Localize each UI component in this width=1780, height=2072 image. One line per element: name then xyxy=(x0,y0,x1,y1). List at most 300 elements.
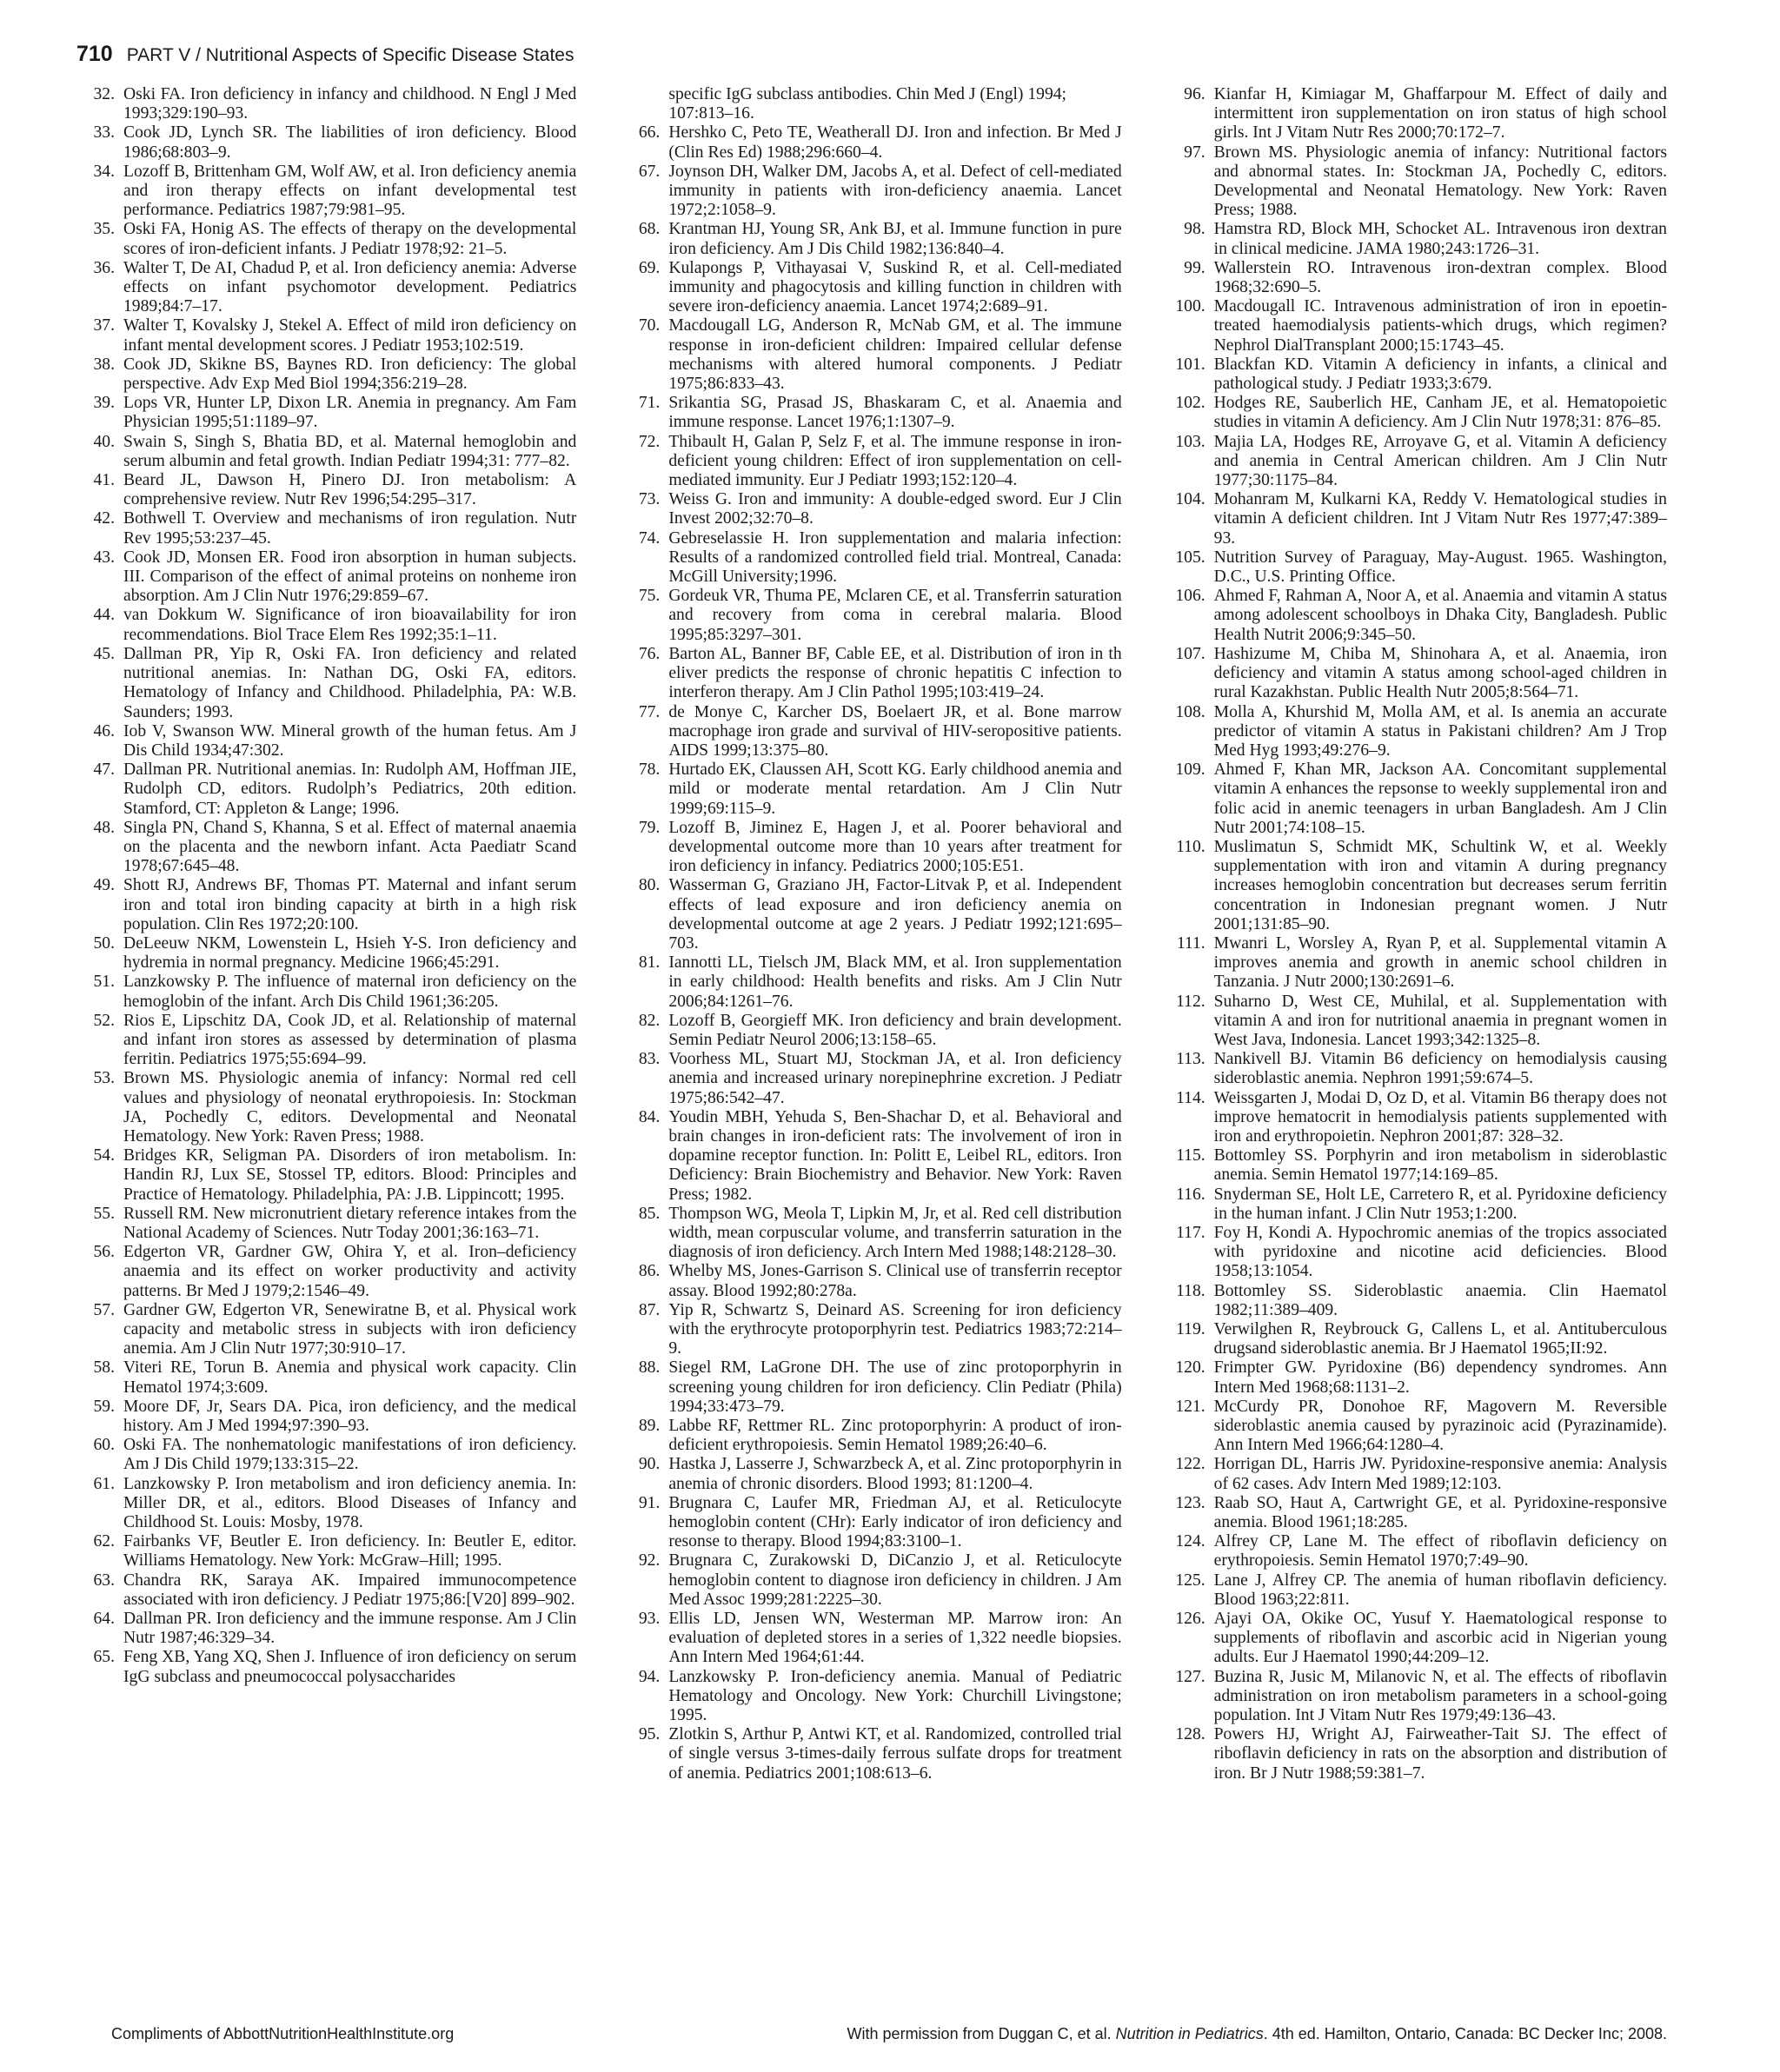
reference-item xyxy=(1167,355,1667,394)
reference-item xyxy=(621,394,1121,432)
reference-item xyxy=(76,1358,576,1397)
reference-number: 44. xyxy=(93,606,115,625)
reference-number: 111. xyxy=(1176,933,1205,953)
reference-number: 119. xyxy=(1176,1320,1205,1338)
reference-text: specific IgG subclass antibodies. Chin Med J (Engl) 1994; 107:813–16. xyxy=(668,85,1066,123)
reference-text: Blackfan KD. Vitamin A deficiency in infants, a clinical and pathological study. J Pediatr 1933;3:679. xyxy=(1213,355,1667,394)
reference-text: Brown MS. Physiologic anemia of infancy: Normal red cell values and physiology of neonatal erythropoiesis. In: Stockman JA, Pochedly C, editors. Developmental and Neonatal Hematology. New York: Raven Press; 1988. xyxy=(123,1069,577,1146)
reference-number: 115. xyxy=(1176,1146,1205,1166)
reference-item xyxy=(76,1648,576,1686)
reference-number: 51. xyxy=(93,973,115,992)
reference-item xyxy=(621,953,1121,1012)
reference-item xyxy=(76,973,576,1011)
reference-column-1 xyxy=(76,85,576,1928)
reference-number: 90. xyxy=(638,1455,661,1474)
reference-item xyxy=(1167,1571,1667,1610)
reference-text: Wallerstein RO. Intravenous iron-dextran complex. Blood 1968;32:690–5. xyxy=(1213,258,1667,297)
reference-text: Cook JD, Lynch SR. The liabilities of iron deficiency. Blood 1986;68:803–9. xyxy=(123,123,577,162)
reference-text: Rios E, Lipschitz DA, Cook JD, et al. Relationship of maternal and infant iron stores as assessed by determination of plasma ferritin. Pediatrics 1975;55:694–99. xyxy=(123,1011,577,1069)
reference-item xyxy=(76,85,576,123)
reference-number: 56. xyxy=(93,1243,115,1262)
reference-number: 67. xyxy=(638,162,661,181)
reference-item xyxy=(621,1108,1121,1205)
reference-item xyxy=(1167,1358,1667,1397)
reference-number: 71. xyxy=(638,394,661,413)
reference-number: 69. xyxy=(638,258,661,277)
reference-item xyxy=(621,1668,1121,1726)
reference-number: 126. xyxy=(1175,1610,1205,1629)
reference-text: Ahmed F, Rahman A, Noor A, et al. Anaemia and vitamin A status among adolescent schoolboys in Dhaka City, Bangladesh. Public Health Nutrit 2006;9:345–50. xyxy=(1213,587,1667,644)
reference-text: Buzina R, Jusic M, Milanovic N, et al. The effects of riboflavin administration on iron metabolism parameters in a school-going population. Int J Vitam Nutr Res 1979;49:136–43. xyxy=(1213,1667,1667,1725)
reference-number: 32. xyxy=(93,85,115,103)
reference-text: Brown MS. Physiologic anemia of infancy: Nutritional factors and abnormal states. In: Stockman JA, Pochedly C, editors. Developmental and Neonatal Hematology. New York: Raven Press; 1988. xyxy=(1213,143,1667,220)
reference-item xyxy=(76,876,576,934)
reference-number: 88. xyxy=(638,1358,661,1378)
reference-text: Iob V, Swanson WW. Mineral growth of the human fetus. Am J Dis Child 1934;47:302. xyxy=(123,721,577,760)
reference-item xyxy=(1167,587,1667,645)
reference-number: 45. xyxy=(93,644,115,663)
reference-number: 38. xyxy=(93,355,115,374)
reference-text: Srikantia SG, Prasad JS, Bhaskaram C, et al. Anaemia and immune response. Lancet 1976;1:1307–9. xyxy=(668,394,1122,432)
reference-number: 92. xyxy=(638,1551,661,1571)
reference-number: 128. xyxy=(1175,1725,1205,1744)
reference-number: 89. xyxy=(638,1417,661,1436)
reference-item xyxy=(1167,1224,1667,1282)
reference-number: 110. xyxy=(1176,837,1205,856)
reference-item xyxy=(621,819,1121,877)
reference-item xyxy=(76,163,576,221)
reference-number: 47. xyxy=(93,760,115,780)
reference-item xyxy=(621,1417,1121,1455)
reference-item xyxy=(76,1610,576,1648)
reference-number: 70. xyxy=(638,316,661,335)
reference-number: 40. xyxy=(93,432,115,451)
reference-item xyxy=(1167,703,1667,761)
reference-item xyxy=(621,760,1121,819)
reference-number: 109. xyxy=(1175,760,1205,780)
reference-text: Walter T, Kovalsky J, Stekel A. Effect of mild iron deficiency on infant mental development scores. J Pediatr 1953;102:519. xyxy=(123,316,577,355)
reference-item xyxy=(76,1571,576,1610)
reference-text: Bridges KR, Seligman PA. Disorders of iron metabolism. In: Handin RJ, Lux SE, Stossel TP, editors. Blood: Principles and Practice of Hematology. Philadelphia, PA: J.B. Lippincott; 1995. xyxy=(123,1146,577,1204)
reference-text: Lane J, Alfrey CP. The anemia of human riboflavin deficiency. Blood 1963;22:811. xyxy=(1213,1571,1667,1609)
reference-text: Oski FA. Iron deficiency in infancy and childhood. N Engl J Med 1993;329:190–93. xyxy=(123,85,577,123)
reference-item xyxy=(1167,1455,1667,1493)
reference-item xyxy=(1167,1146,1667,1185)
reference-text: Dallman PR, Yip R, Oski FA. Iron deficiency and related nutritional anemias. In: Nathan DG, Oski FA, editors. Hematology of Infancy and Childhood. Philadelphia, PA: W.B. Saunders; 1993. xyxy=(123,644,577,721)
reference-item xyxy=(621,876,1121,953)
reference-text: de Monye C, Karcher DS, Boelaert JR, et al. Bone marrow macrophage iron grade and survival of HIV-seropositive patients. AIDS 1999;13:375–80. xyxy=(668,702,1122,760)
reference-number: 127. xyxy=(1175,1667,1205,1686)
reference-text: Ahmed F, Khan MR, Jackson AA. Concomitant supplemental vitamin A enhances the repsonse to weekly supplemental iron and folic acid in anemic teenagers in urban Bangladesh. Am J Clin Nutr 2001;74:108–15. xyxy=(1213,760,1667,837)
reference-item xyxy=(621,1455,1121,1493)
reference-number: 66. xyxy=(638,123,661,143)
reference-text: Ajayi OA, Okike OC, Yusuf Y. Haematological response to supplements of riboflavin and ascorbic acid in Nigerian young adults. Eur J Haematol 1990;44:209–12. xyxy=(1213,1610,1667,1667)
reference-item xyxy=(621,1205,1121,1263)
reference-number: 83. xyxy=(638,1050,661,1069)
reference-item xyxy=(621,433,1121,491)
reference-item xyxy=(621,1012,1121,1050)
reference-text: Weiss G. Iron and immunity: A double-edged sword. Eur J Clin Invest 2002;32:70–8. xyxy=(668,490,1122,528)
reference-text: Gordeuk VR, Thuma PE, Mclaren CE, et al. Transferrin saturation and recovery from coma in cerebral malaria. Blood 1995;85:3297–301. xyxy=(668,587,1122,644)
reference-item xyxy=(76,259,576,317)
reference-number: 123. xyxy=(1175,1493,1205,1512)
reference-text: Bottomley SS. Sideroblastic anaemia. Clin Haematol 1982;11:389–409. xyxy=(1213,1281,1667,1319)
reference-text: McCurdy PR, Donohoe RF, Magovern M. Reversible sideroblastic anemia caused by pyrazinoic acid (Pyrazinamide). Ann Intern Med 1966;64:1280–4. xyxy=(1213,1397,1667,1455)
reference-text: Kulapongs P, Vithayasai V, Suskind R, et al. Cell-mediated immunity and phagocytosis and killing function in children with severe iron-deficiency anaemia. Lancet 1974;2:689–91. xyxy=(668,258,1122,316)
reference-number: 101. xyxy=(1175,355,1205,374)
reference-number: 73. xyxy=(638,490,661,509)
reference-number: 107. xyxy=(1175,644,1205,663)
reference-text: Alfrey CP, Lane M. The effect of riboflavin deficiency on erythropoiesis. Semin Hematol 1970;7:49–90. xyxy=(1213,1532,1667,1571)
reference-number: 84. xyxy=(638,1107,661,1126)
reference-item xyxy=(1167,1668,1667,1726)
reference-item xyxy=(1167,1532,1667,1571)
reference-text: van Dokkum W. Significance of iron bioavailability for iron recommendations. Biol Trace Elem Res 1992;35:1–11. xyxy=(123,606,577,644)
reference-text: Majia LA, Hodges RE, Arroyave G, et al. Vitamin A deficiency and anemia in Central American children. Am J Clin Nutr 1977;30:1175–84. xyxy=(1213,432,1667,490)
reference-text: Raab SO, Haut A, Cartwright GE, et al. Pyridoxine-responsive anemia. Blood 1961;18:285. xyxy=(1213,1493,1667,1532)
reference-number: 124. xyxy=(1175,1532,1205,1551)
reference-text: Gardner GW, Edgerton VR, Senewiratne B, et al. Physical work capacity and metabolic stress in subjects with iron deficiency anemia. Am J Clin Nutr 1977;30:910–17. xyxy=(123,1300,577,1358)
reference-text: Verwilghen R, Reybrouck G, Callens L, et al. Antituberculous drugsand sideroblastic anemia. Br J Haematol 1965;II:92. xyxy=(1213,1320,1667,1358)
reference-text: Bottomley SS. Porphyrin and iron metabolism in sideroblastic anemia. Semin Hematol 1977;14:169–85. xyxy=(1213,1146,1667,1185)
reference-text: Swain S, Singh S, Bhatia BD, et al. Maternal hemoglobin and serum albumin and fetal growth. Indian Pediatr 1994;31: 777–82. xyxy=(123,432,577,470)
reference-text: Macdougall IC. Intravenous administration of iron in epoetin-treated haemodialysis patients-which drugs, which regimen? Nephrol DialTransplant 2000;15:1743–45. xyxy=(1213,297,1667,355)
reference-number: 58. xyxy=(93,1358,115,1378)
reference-text: Feng XB, Yang XQ, Shen J. Influence of iron deficiency on serum IgG subclass and pneumococcal polysaccharides xyxy=(123,1648,577,1686)
reference-number: 102. xyxy=(1175,394,1205,413)
reference-text: Singla PN, Chand S, Khanna, S et al. Effect of maternal anaemia on the placenta and the newborn infant. Acta Paediatr Scand 1978;67:645–48. xyxy=(123,818,577,876)
reference-number: 77. xyxy=(638,702,661,721)
reference-number: 106. xyxy=(1175,587,1205,606)
reference-item xyxy=(1167,645,1667,703)
reference-number: 121. xyxy=(1175,1397,1205,1416)
reference-number: 94. xyxy=(638,1667,661,1686)
reference-text: Ellis LD, Jensen WN, Westerman MP. Marrow iron: An evaluation of depleted stores in a series of 1,322 needle biopsies. Ann Intern Med 1964;61:44. xyxy=(668,1610,1122,1667)
reference-number: 103. xyxy=(1175,432,1205,451)
reference-text: Brugnara C, Laufer MR, Friedman AJ, et al. Reticulocyte hemoglobin content (CHr): Early indicator of iron deficiency and resonse to therapy. Blood 1994;83:3100–1. xyxy=(668,1493,1122,1551)
reference-item xyxy=(1167,394,1667,432)
reference-number: 65. xyxy=(93,1648,115,1667)
reference-item xyxy=(621,1358,1121,1417)
reference-text: Hershko C, Peto TE, Weatherall DJ. Iron and infection. Br Med J (Clin Res Ed) 1988;296:660–4. xyxy=(668,123,1122,162)
reference-number: 43. xyxy=(93,548,115,567)
reference-text: Cook JD, Monsen ER. Food iron absorption in human subjects. III. Comparison of the effect of animal proteins on nonheme iron absorption. Am J Clin Nutr 1976;29:859–67. xyxy=(123,548,577,606)
reference-number: 48. xyxy=(93,818,115,837)
reference-number: 33. xyxy=(93,123,115,143)
reference-text: Thompson WG, Meola T, Lipkin M, Jr, et al. Red cell distribution width, mean corpuscular volume, and transferrin saturation in the diagnosis of iron deficiency. Arch Intern Med 1988;148:2128–30. xyxy=(668,1204,1122,1262)
reference-text: Frimpter GW. Pyridoxine (B6) dependency syndromes. Ann Intern Med 1968;68:1131–2. xyxy=(1213,1358,1667,1397)
reference-text: Hodges RE, Sauberlich HE, Canham JE, et al. Hematopoietic studies in vitamin A deficiency. Am J Clin Nutr 1978;31: 876–85. xyxy=(1213,394,1667,432)
reference-text: Siegel RM, LaGrone DH. The use of zinc protoporphyrin in screening young children for iron deficiency. Clin Pediatr (Phila) 1994;33:473–79. xyxy=(668,1358,1122,1416)
reference-text: Cook JD, Skikne BS, Baynes RD. Iron deficiency: The global perspective. Adv Exp Med Biol 1994;356:219–28. xyxy=(123,355,577,394)
reference-number: 104. xyxy=(1175,490,1205,509)
reference-text: Horrigan DL, Harris JW. Pyridoxine-responsive anemia: Analysis of 62 cases. Adv Intern Med 1989;12:103. xyxy=(1213,1455,1667,1493)
reference-text: Iannotti LL, Tielsch JM, Black MM, et al. Iron supplementation in early childhood: Health benefits and risks. Am J Clin Nutr 2006;84:1261–76. xyxy=(668,953,1122,1011)
reference-item xyxy=(76,1532,576,1571)
reference-text: Lanzkowsky P. Iron metabolism and iron deficiency anemia. In: Miller DR, et al., editors. Blood Diseases of Infancy and Childhood St. Louis: Mosby, 1978. xyxy=(123,1474,577,1532)
reference-item xyxy=(1167,1398,1667,1456)
reference-number: 74. xyxy=(638,528,661,548)
reference-item xyxy=(76,1205,576,1243)
reference-text: Oski FA. The nonhematologic manifestations of iron deficiency. Am J Dis Child 1979;133:315–22. xyxy=(123,1436,577,1474)
reference-number: 114. xyxy=(1176,1088,1205,1107)
reference-item xyxy=(1167,1610,1667,1668)
reference-columns xyxy=(76,85,1667,1928)
reference-item xyxy=(76,1436,576,1474)
reference-text: Muslimatun S, Schmidt MK, Schultink W, et al. Weekly supplementation with iron and vitamin A during pregnancy increases hemoglobin concentration but decreases serum ferritin concentration in Indonesian pregnant women. J Nutr 2001;131:85–90. xyxy=(1213,837,1667,933)
reference-item xyxy=(621,645,1121,703)
reference-text: Voorhess ML, Stuart MJ, Stockman JA, et al. Iron deficiency anemia and increased urinary norepinephrine excretion. J Pediatr 1975;86:542–47. xyxy=(668,1050,1122,1107)
reference-item xyxy=(1167,993,1667,1051)
reference-text: Powers HJ, Wright AJ, Fairweather-Tait SJ. The effect of riboflavin deficiency in rats on the absorption and distribution of iron. Br J Nutr 1988;59:381–7. xyxy=(1213,1725,1667,1783)
reference-text: Bothwell T. Overview and mechanisms of iron regulation. Nutr Rev 1995;53:237–45. xyxy=(123,509,577,548)
reference-item xyxy=(76,220,576,258)
reference-item xyxy=(76,433,576,471)
reference-item xyxy=(1167,1282,1667,1320)
reference-text: Zlotkin S, Arthur P, Antwi KT, et al. Randomized, controlled trial of single versus 3-times-daily ferrous sulfate drops for treatment of anemia. Pediatrics 2001;108:613–6. xyxy=(668,1725,1122,1783)
reference-number: 116. xyxy=(1176,1185,1205,1204)
reference-text: Macdougall LG, Anderson R, McNab GM, et al. The immune response in iron-deficient children: Impaired cellular defense mechanisms with altered humoral components. J Pediatr 1975;86:833–43. xyxy=(668,316,1122,394)
reference-number: 80. xyxy=(638,876,661,895)
reference-number: 112. xyxy=(1176,992,1205,1011)
reference-text: Snyderman SE, Holt LE, Carretero R, et al. Pyridoxine deficiency in the human infant. J Clin Nutr 1953;1:200. xyxy=(1213,1185,1667,1223)
reference-number: 63. xyxy=(93,1571,115,1590)
reference-item xyxy=(76,1069,576,1146)
reference-item xyxy=(1167,934,1667,993)
reference-number: 49. xyxy=(93,876,115,895)
reference-number: 50. xyxy=(93,933,115,953)
reference-item xyxy=(76,548,576,607)
reference-number: 62. xyxy=(93,1532,115,1551)
reference-number: 99. xyxy=(1184,258,1205,277)
reference-number: 53. xyxy=(93,1069,115,1088)
reference-text: Mohanram M, Kulkarni KA, Reddy V. Hematological studies in vitamin A deficient children. Int J Vitam Nutr Res 1977;47:389–93. xyxy=(1213,490,1667,548)
reference-text: Hashizume M, Chiba M, Shinohara A, et al. Anaemia, iron deficiency and vitamin A status among school-aged children in rural Kazakhstan. Public Health Nutr 2005;8:564–71. xyxy=(1213,644,1667,702)
reference-text: Whelby MS, Jones-Garrison S. Clinical use of transferrin receptor assay. Blood 1992;80:278a. xyxy=(668,1262,1122,1300)
reference-item xyxy=(76,316,576,355)
reference-text: Walter T, De AI, Chadud P, et al. Iron deficiency anemia: Adverse effects on infant psychomotor development. Pediatrics 1989;84:7–17. xyxy=(123,258,577,316)
reference-text: Molla A, Khurshid M, Molla AM, et al. Is anemia an accurate predictor of vitamin A status in Pakistani children? Am J Trop Med Hyg 1993;49:276–9. xyxy=(1213,702,1667,760)
reference-item xyxy=(621,85,1121,123)
reference-item xyxy=(1167,143,1667,221)
reference-number: 87. xyxy=(638,1300,661,1319)
reference-item xyxy=(76,355,576,394)
reference-item xyxy=(621,587,1121,645)
reference-number: 125. xyxy=(1175,1571,1205,1590)
reference-number: 86. xyxy=(638,1262,661,1281)
reference-number: 98. xyxy=(1184,220,1205,239)
reference-text: Lanzkowsky P. The influence of maternal iron deficiency on the hemoglobin of the infant. Arch Dis Child 1961;36:205. xyxy=(123,973,577,1011)
reference-number: 41. xyxy=(93,471,115,490)
reference-text: Dallman PR. Iron deficiency and the immune response. Am J Clin Nutr 1987;46:329–34. xyxy=(123,1610,577,1648)
reference-number: 118. xyxy=(1176,1281,1205,1300)
page-number: 710 xyxy=(76,42,113,66)
reference-text: Thibault H, Galan P, Selz F, et al. The immune response in iron-deficient young children: Effect of iron supplementation on cell-mediated immunity. Eur J Pediatr 1993;152:120–4. xyxy=(668,432,1122,490)
reference-text: Lanzkowsky P. Iron-deficiency anemia. Manual of Pediatric Hematology and Oncology. New York: Churchill Livingstone; 1995. xyxy=(668,1667,1122,1725)
reference-number: 36. xyxy=(93,258,115,277)
reference-number: 52. xyxy=(93,1011,115,1030)
reference-item xyxy=(1167,1725,1667,1783)
reference-item xyxy=(76,760,576,819)
reference-text: Gebreselassie H. Iron supplementation and malaria infection: Results of a randomized controlled field trial. Montreal, Canada: McGill University;1996. xyxy=(668,528,1122,587)
reference-item xyxy=(1167,297,1667,355)
reference-text: Nankivell BJ. Vitamin B6 deficiency on hemodialysis causing sideroblastic anemia. Nephron 1991;59:674–5. xyxy=(1213,1050,1667,1088)
reference-text: Foy H, Kondi A. Hypochromic anemias of the tropics associated with pyridoxine and nicotine acid deficiencies. Blood 1958;13:1054. xyxy=(1213,1223,1667,1281)
reference-item xyxy=(1167,1089,1667,1147)
reference-number: 120. xyxy=(1175,1358,1205,1378)
reference-number: 82. xyxy=(638,1011,661,1030)
reference-text: Mwanri L, Worsley A, Ryan P, et al. Supplemental vitamin A improves anemia and growth in anemic school children in Tanzania. J Nutr 2000;130:2691–6. xyxy=(1213,933,1667,992)
reference-number: 100. xyxy=(1175,297,1205,316)
reference-item xyxy=(621,1725,1121,1783)
reference-item xyxy=(76,394,576,432)
reference-number: 72. xyxy=(638,432,661,451)
reference-number: 97. xyxy=(1184,143,1205,162)
reference-number: 55. xyxy=(93,1204,115,1223)
reference-item xyxy=(621,703,1121,761)
reference-text: Dallman PR. Nutritional anemias. In: Rudolph AM, Hoffman JIE, Rudolph CD, editors. Rudolph’s Pediatrics, 20th edition. Stamford, CT: Appleton & Lange; 1996. xyxy=(123,760,577,818)
reference-item xyxy=(621,123,1121,162)
reference-text: Weissgarten J, Modai D, Oz D, et al. Vitamin B6 therapy does not improve hematocrit in hemodialysis patients supplemented with iron and erythropoietin. Nephron 2001;87: 328–32. xyxy=(1213,1088,1667,1146)
reference-text: Brugnara C, Zurakowski D, DiCanzio J, et al. Reticulocyte hemoglobin content to diagnose iron deficiency in children. J Am Med Assoc 1999;281:2225–30. xyxy=(668,1551,1122,1609)
reference-column-3 xyxy=(1167,85,1667,1928)
reference-text: Suharno D, West CE, Muhilal, et al. Supplementation with vitamin A and iron for nutritional anaemia in pregnant women in West Java, Indonesia. Lancet 1993;342:1325–8. xyxy=(1213,992,1667,1049)
reference-item xyxy=(621,1494,1121,1552)
reference-number: 79. xyxy=(638,818,661,837)
reference-text: Edgerton VR, Gardner GW, Ohira Y, et al. Iron–deficiency anaemia and its effect on worker productivity and activity patterns. Br Med J 1979;2:1546–49. xyxy=(123,1243,577,1300)
reference-number: 59. xyxy=(93,1397,115,1416)
reference-item xyxy=(76,606,576,644)
footer-permission: With permission from Duggan C, et al. Nutrition in Pediatrics. 4th ed. Hamilton, Ontario, Canada: BC Decker Inc; 2008. xyxy=(847,2025,1667,2042)
reference-text: Lozoff B, Jiminez E, Hagen J, et al. Poorer behavioral and developmental outcome more than 10 years after treatment for iron deficiency in infancy. Pediatrics 2000;105:E51. xyxy=(668,818,1122,876)
reference-item xyxy=(76,645,576,722)
reference-number: 122. xyxy=(1175,1455,1205,1474)
reference-text: DeLeeuw NKM, Lowenstein L, Hsieh Y-S. Iron deficiency and hydremia in normal pregnancy. Medicine 1966;45:291. xyxy=(123,933,577,973)
reference-text: Russell RM. New micronutrient dietary reference intakes from the National Academy of Sciences. Nutr Today 2001;36:163–71. xyxy=(123,1204,577,1242)
reference-item xyxy=(1167,1494,1667,1532)
reference-item xyxy=(76,1398,576,1436)
reference-item xyxy=(621,1262,1121,1300)
reference-item xyxy=(621,1050,1121,1108)
reference-item xyxy=(621,316,1121,394)
reference-item xyxy=(621,220,1121,258)
reference-number: 46. xyxy=(93,721,115,740)
reference-item xyxy=(1167,1050,1667,1088)
reference-text: Hastka J, Lasserre J, Schwarzbeck A, et al. Zinc protoporphyrin in anemia of chronic disorders. Blood 1993; 81:1200–4. xyxy=(668,1455,1122,1493)
reference-item xyxy=(1167,548,1667,587)
reference-number: 42. xyxy=(93,509,115,528)
reference-text: Chandra RK, Saraya AK. Impaired immunocompetence associated with iron deficiency. J Pediatr 1975;86:[V20] 899–902. xyxy=(123,1571,577,1609)
reference-item xyxy=(76,1012,576,1070)
reference-item xyxy=(1167,433,1667,491)
reference-number: 96. xyxy=(1184,85,1205,103)
reference-text: Kianfar H, Kimiagar M, Ghaffarpour M. Effect of daily and intermittent iron supplementation on iron status of high school girls. Int J Vitam Nutr Res 2000;70:172–7. xyxy=(1213,85,1667,143)
reference-item xyxy=(621,490,1121,528)
reference-item xyxy=(1167,85,1667,143)
reference-text: Wasserman G, Graziano JH, Factor-Litvak P, et al. Independent effects of lead exposure and iron deficiency anemia on developmental outcome at age 2 years. J Pediatr 1992;121:695–703. xyxy=(668,876,1122,953)
reference-text: Fairbanks VF, Beutler E. Iron deficiency. In: Beutler E, editor. Williams Hematology. New York: McGraw–Hill; 1995. xyxy=(123,1532,577,1571)
reference-text: Yip R, Schwartz S, Deinard AS. Screening for iron deficiency with the erythrocyte protoporphyrin test. Pediatrics 1983;72:214–9. xyxy=(668,1300,1122,1358)
reference-number: 75. xyxy=(638,587,661,606)
running-title: PART V / Nutritional Aspects of Specific Disease States xyxy=(126,45,575,65)
reference-item xyxy=(621,1301,1121,1359)
reference-item xyxy=(76,819,576,877)
reference-item xyxy=(1167,259,1667,297)
reference-number: 37. xyxy=(93,316,115,335)
reference-text: Barton AL, Banner BF, Cable EE, et al. Distribution of iron in th eliver predicts the response of chronic hepatitis C infection to interferon therapy. Am J Clin Pathol 1995;103:419–24. xyxy=(668,644,1122,702)
page-header xyxy=(76,42,574,76)
reference-item xyxy=(1167,490,1667,548)
reference-number: 85. xyxy=(638,1204,661,1223)
reference-text: Shott RJ, Andrews BF, Thomas PT. Maternal and infant serum iron and total iron binding capacity at birth in a high risk population. Clin Res 1972;20:100. xyxy=(123,876,577,933)
reference-text: Hurtado EK, Claussen AH, Scott KG. Early childhood anemia and mild or moderate mental retardation. Am J Clin Nutr 1999;69:115–9. xyxy=(668,760,1122,818)
reference-text: Moore DF, Jr, Sears DA. Pica, iron deficiency, and the medical history. Am J Med 1994;97:390–93. xyxy=(123,1397,577,1436)
reference-text: Lops VR, Hunter LP, Dixon LR. Anemia in pregnancy. Am Fam Physician 1995;51:1189–97. xyxy=(123,394,577,432)
reference-item xyxy=(1167,220,1667,258)
reference-number: 68. xyxy=(638,220,661,239)
reference-item xyxy=(1167,1320,1667,1358)
reference-text: Beard JL, Dawson H, Pinero DJ. Iron metabolism: A comprehensive review. Nutr Rev 1996;54:295–317. xyxy=(123,471,577,509)
reference-text: Hamstra RD, Block MH, Schocket AL. Intravenous iron dextran in clinical medicine. JAMA 1980;243:1726–31. xyxy=(1213,220,1667,258)
reference-text: Viteri RE, Torun B. Anemia and physical work capacity. Clin Hematol 1974;3:609. xyxy=(123,1358,577,1397)
reference-item xyxy=(76,1146,576,1205)
reference-number: 60. xyxy=(93,1436,115,1455)
reference-number: 95. xyxy=(638,1725,661,1744)
page-footer xyxy=(111,2025,1667,2043)
reference-item xyxy=(621,1610,1121,1668)
reference-item xyxy=(621,1551,1121,1610)
reference-item xyxy=(1167,1185,1667,1224)
reference-item xyxy=(76,1301,576,1359)
reference-text: Nutrition Survey of Paraguay, May-August. 1965. Washington, D.C., U.S. Printing Office. xyxy=(1213,548,1667,587)
footer-credit: Compliments of AbbottNutritionHealthInstitute.org xyxy=(111,2025,455,2042)
reference-text: Oski FA, Honig AS. The effects of therapy on the developmental scores of iron-deficient infants. J Pediatr 1978;92: 21–5. xyxy=(123,220,577,258)
reference-number: 91. xyxy=(638,1493,661,1512)
reference-number: 61. xyxy=(93,1474,115,1493)
reference-item xyxy=(621,259,1121,317)
reference-item xyxy=(621,529,1121,588)
reference-number: 76. xyxy=(638,644,661,663)
reference-number: 64. xyxy=(93,1610,115,1629)
reference-number: 81. xyxy=(638,953,661,973)
reference-number: 39. xyxy=(93,394,115,413)
reference-column-2 xyxy=(621,85,1121,1928)
reference-item xyxy=(1167,760,1667,838)
reference-text: Lozoff B, Georgieff MK. Iron deficiency and brain development. Semin Pediatr Neurol 2006;13:158–65. xyxy=(668,1011,1122,1049)
reference-number: 34. xyxy=(93,162,115,181)
reference-item xyxy=(1167,838,1667,934)
reference-text: Lozoff B, Brittenham GM, Wolf AW, et al. Iron deficiency anemia and iron therapy effects on infant developmental test performance. Pediatrics 1987;79:981–95. xyxy=(123,162,577,220)
reference-text: Youdin MBH, Yehuda S, Ben-Shachar D, et al. Behavioral and brain changes in iron-deficient rats: The involvement of iron in dopamine receptor function. In: Politt E, Leibel RL, editors. Iron Deficiency: Brain Biochemistry and Behavior. New York: Raven Press; 1982. xyxy=(668,1107,1122,1204)
reference-item xyxy=(621,163,1121,221)
reference-text: Labbe RF, Rettmer RL. Zinc protoporphyrin: A product of iron-deficient erythropoiesis. Semin Hematol 1989;26:40–6. xyxy=(668,1417,1122,1455)
reference-number: 93. xyxy=(638,1610,661,1629)
reference-number: 108. xyxy=(1175,702,1205,721)
reference-number: 54. xyxy=(93,1146,115,1166)
reference-number: 105. xyxy=(1175,548,1205,567)
reference-item xyxy=(76,471,576,509)
reference-text: Joynson DH, Walker DM, Jacobs A, et al. Defect of cell-mediated immunity in patients with iron-deficiency anaemia. Lancet 1972;2:1058–9. xyxy=(668,162,1122,220)
reference-number: 57. xyxy=(93,1300,115,1319)
reference-item xyxy=(76,1475,576,1533)
reference-item xyxy=(76,1243,576,1301)
reference-item xyxy=(76,123,576,162)
reference-item xyxy=(76,934,576,973)
reference-item xyxy=(76,722,576,760)
reference-number: 113. xyxy=(1176,1050,1205,1069)
reference-item xyxy=(76,509,576,548)
reference-number: 78. xyxy=(638,760,661,780)
